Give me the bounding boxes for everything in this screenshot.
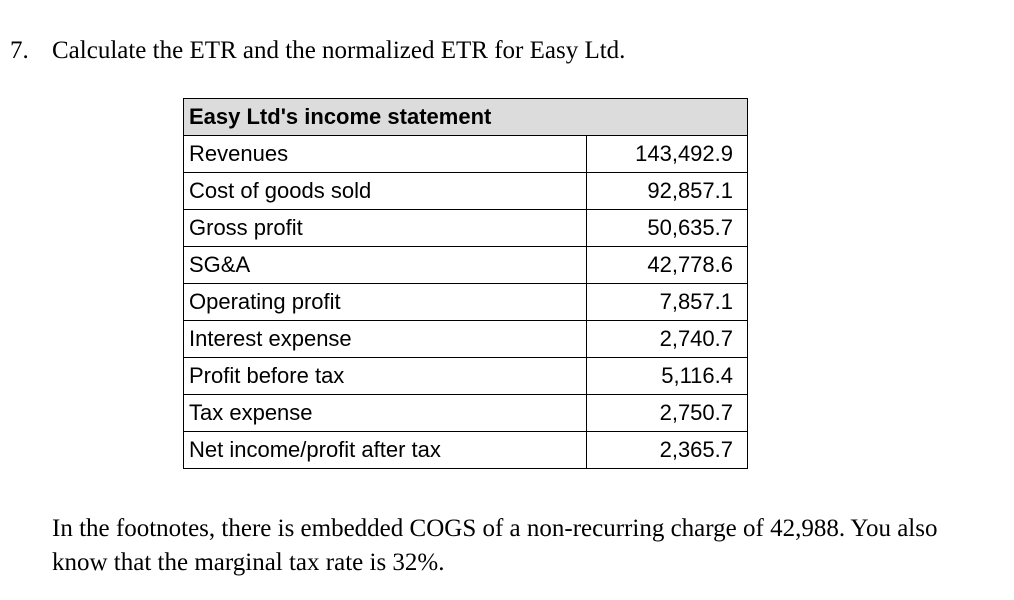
row-label-revenues: Revenues bbox=[184, 136, 587, 173]
question-text: Calculate the ETR and the normalized ETR for Easy Ltd. bbox=[52, 37, 626, 64]
row-value-operating-profit: 7,857.1 bbox=[587, 284, 748, 321]
row-value-profit-before-tax: 5,116.4 bbox=[587, 358, 748, 395]
row-label-net-income: Net income/profit after tax bbox=[184, 432, 587, 469]
table-header-blank bbox=[587, 99, 748, 136]
row-value-sga: 42,778.6 bbox=[587, 247, 748, 284]
row-value-tax-expense: 2,750.7 bbox=[587, 395, 748, 432]
table-title: Easy Ltd's income statement bbox=[184, 99, 587, 136]
row-value-revenues: 143,492.9 bbox=[587, 136, 748, 173]
table-header-row bbox=[184, 99, 748, 136]
table-row bbox=[184, 173, 748, 210]
row-value-cogs: 92,857.1 bbox=[587, 173, 748, 210]
row-label-operating-profit: Operating profit bbox=[184, 284, 587, 321]
table-row bbox=[184, 247, 748, 284]
table-row bbox=[184, 358, 748, 395]
row-label-gross-profit: Gross profit bbox=[184, 210, 587, 247]
row-label-sga: SG&A bbox=[184, 247, 587, 284]
question-number: 7. bbox=[10, 37, 29, 64]
row-value-gross-profit: 50,635.7 bbox=[587, 210, 748, 247]
table-row bbox=[184, 395, 748, 432]
row-label-interest-expense: Interest expense bbox=[184, 321, 587, 358]
table-row bbox=[184, 321, 748, 358]
table-row bbox=[184, 136, 748, 173]
row-label-cogs: Cost of goods sold bbox=[184, 173, 587, 210]
row-value-net-income: 2,365.7 bbox=[587, 432, 748, 469]
row-label-tax-expense: Tax expense bbox=[184, 395, 587, 432]
row-label-profit-before-tax: Profit before tax bbox=[184, 358, 587, 395]
footnote-paragraph: In the footnotes, there is embedded COGS of a non-recurring charge of 42,988. You also know that the marginal tax rate is 32%. bbox=[52, 515, 938, 576]
table-row bbox=[184, 432, 748, 469]
table-row bbox=[184, 284, 748, 321]
income-statement-table bbox=[183, 98, 748, 469]
question-heading bbox=[10, 36, 625, 66]
table-row bbox=[184, 210, 748, 247]
row-value-interest-expense: 2,740.7 bbox=[587, 321, 748, 358]
